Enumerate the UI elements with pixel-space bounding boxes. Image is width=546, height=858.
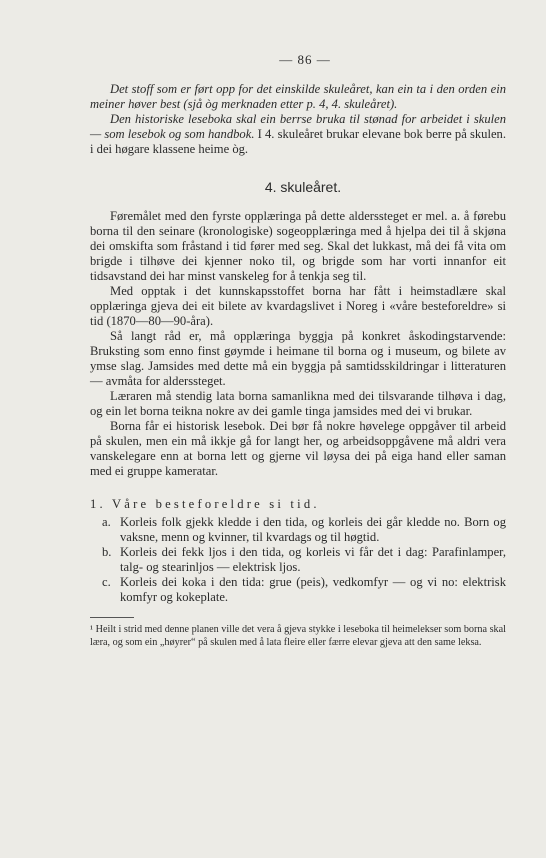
body-paragraph-2: Med opptak i det kunnskapsstoffet borna har fått i heimstadlære skal opplæringa gjeva dei eit bilete av kvardagslivet i Noreg i «våre besteforeldre» si tid (1870—80—90-åra). xyxy=(90,284,506,328)
footnote: ¹ Heilt i strid med denne planen ville det vera å gjeva stykke i leseboka til heimelekser som borna skal læra, og som ein „høyrer“ på skulen med å lata fleire eller færre elevar gjeva att den same leksa. xyxy=(90,624,506,648)
intro-paragraph-2-italic: Den historiske leseboka skal ein berrse bruka til stønad for arbeidet i skulen — som lesebok og som handbok. xyxy=(90,112,506,141)
list-item xyxy=(90,575,506,605)
topic-list xyxy=(90,515,506,605)
intro-paragraph-1: Det stoff som er ført opp for det einskilde skuleåret, kan ein ta i den orden ein meiner høver best (sjå òg merknaden etter p. 4, 4. skuleåret). xyxy=(90,82,506,111)
list-marker: b. xyxy=(102,545,112,559)
intro-paragraph-2 xyxy=(90,112,506,157)
footnote-divider xyxy=(90,617,134,618)
subsection-title xyxy=(90,497,506,512)
list-text: Korleis dei fekk ljos i den tida, og korleis vi får det i dag: Parafinlamper, talg- og stearinljos — elektrisk ljos. xyxy=(120,545,506,574)
body-paragraph-5: Borna får ei historisk lesebok. Dei bør få nokre høvelege oppgåver til arbeid på skulen, men ein må ikkje gå for langt her, og arbeidsoppgåvene må aldri vera vanskelegare enn at borna lett og gjerne vil løysa dei på eiga hand eller saman med ei gruppe kameratar. xyxy=(90,419,506,478)
body-paragraph-3: Så langt råd er, må opplæringa byggja på konkret åskodingstarvende: Bruksting som enno finst gøymde i heimane til borna og i museum, og bilete av ymse slag. Jamsides med dette må ein byggja på samtidsskildringar i litteraturen — avmåta for alderssteget. xyxy=(90,329,506,388)
list-marker: c. xyxy=(102,575,111,589)
list-text: Korleis folk gjekk kledde i den tida, og korleis dei går kledde no. Born og vaksne, menn og kvinner, til kvardags og til høgtid. xyxy=(120,515,506,544)
list-text: Korleis dei koka i den tida: grue (peis), vedkomfyr — og vi no: elektrisk komfyr og kokeplate. xyxy=(120,575,506,604)
list-item xyxy=(90,515,506,545)
subsection-label: Våre besteforeldre si tid. xyxy=(111,497,320,511)
intro-paragraph-2-tail: I 4. skuleåret brukar elevane bok berre på skulen. i dei høgare klassene heime òg. xyxy=(90,127,506,156)
subsection-number: 1. xyxy=(90,497,106,511)
list-item xyxy=(90,545,506,575)
body-paragraph-1: Føremålet med den fyrste opplæringa på dette alderssteget er mel. a. å førebu borna til den seinare (kronologiske) sogeopplæringa med å hjelpa dei til å skjøna dei omskifta som fråstand i tid fører med seg. Skal det lukkast, må dei få vita om brigde i tilhøve dei kjenner noko til, og brigde som har vorti innanfor eit tidsavstand dei har minst vanskeleg for å tenkja seg til. xyxy=(90,209,506,283)
section-heading: 4. skuleåret. xyxy=(264,179,342,195)
body-paragraph-4: Læraren må stendig lata borna samanlikna med dei tilsvarande tilhøva i dag, og ein let borna teikna nokre av dei gamle tinga jamsides med dei vi brukar. xyxy=(90,389,506,418)
page-number: — 86 — xyxy=(279,52,331,67)
list-marker: a. xyxy=(102,515,111,529)
